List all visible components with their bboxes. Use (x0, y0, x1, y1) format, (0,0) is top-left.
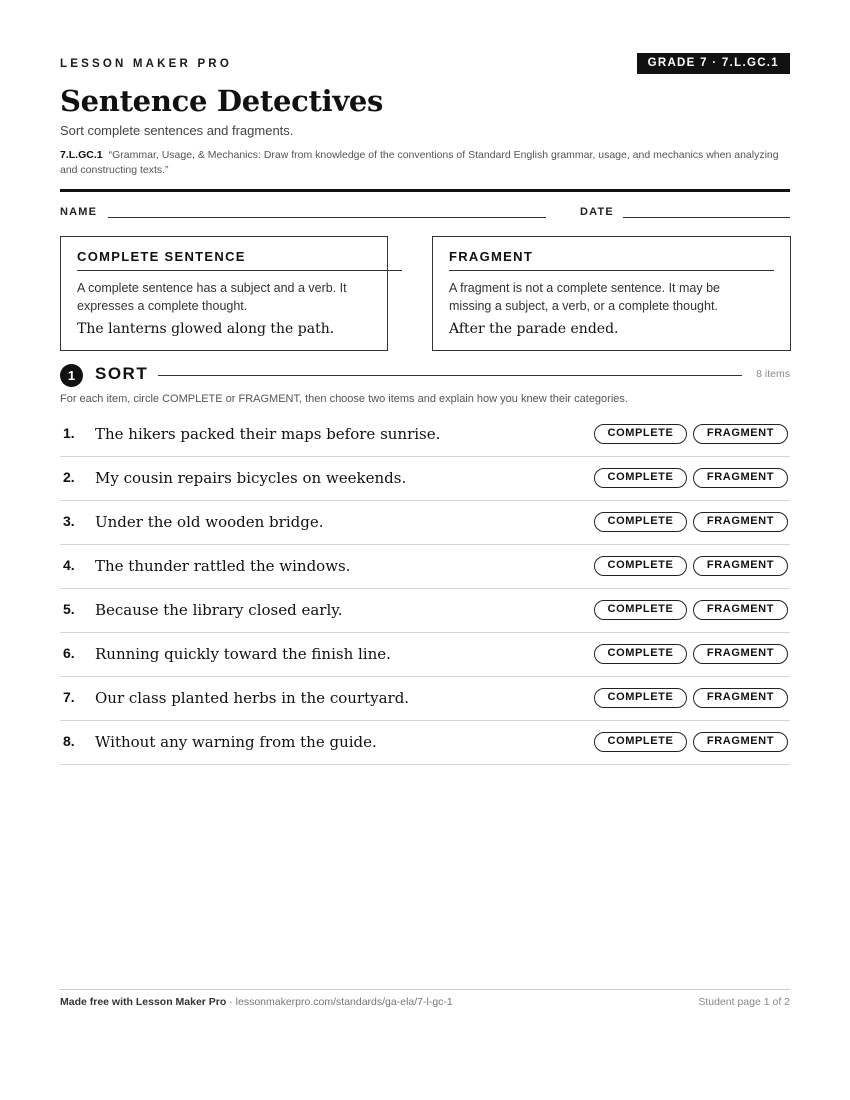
item-sentence: Our class planted herbs in the courtyard. (95, 689, 410, 707)
item-sentence: Running quickly toward the finish line. (95, 645, 391, 663)
item-sentence: Under the old wooden bridge. (95, 513, 324, 531)
fragment-option-button[interactable]: FRAGMENT (693, 644, 788, 664)
standard-code: 7.L.GC.1 (60, 149, 103, 161)
name-label: NAME (60, 206, 98, 218)
item-number: 7. (63, 689, 75, 705)
complete-option-button[interactable]: COMPLETE (594, 556, 687, 576)
item-number: 4. (63, 557, 75, 573)
footer-url-link[interactable]: lessonmakerpro.com/standards/ga-ela/7-l-gc-1 (235, 996, 453, 1008)
item-sentence: My cousin repairs bicycles on weekends. (95, 469, 407, 487)
complete-option-button[interactable]: COMPLETE (594, 644, 687, 664)
list-item (60, 721, 790, 765)
list-item (60, 633, 790, 677)
list-item (60, 413, 790, 457)
fragment-option-button[interactable]: FRAGMENT (693, 600, 788, 620)
item-number: 5. (63, 601, 75, 617)
card-divider (77, 270, 402, 271)
card-example: After the parade ended. (449, 321, 619, 337)
worksheet-page (60, 0, 790, 1100)
card-description: A fragment is not a complete sentence. It may be missing a subject, a verb, or a complete thought. (449, 281, 720, 313)
date-label: DATE (580, 206, 614, 218)
list-item (60, 589, 790, 633)
brand-name: LESSON MAKER PRO (60, 58, 232, 70)
complete-option-button[interactable]: COMPLETE (594, 688, 687, 708)
section-divider (158, 375, 742, 376)
fragment-option-button[interactable]: FRAGMENT (693, 688, 788, 708)
list-item (60, 677, 790, 721)
footer-credit (60, 996, 453, 1008)
page-number: Student page 1 of 2 (698, 996, 790, 1008)
list-item (60, 501, 790, 545)
section-header (60, 363, 790, 387)
complete-option-button[interactable]: COMPLETE (594, 600, 687, 620)
complete-sentence-card (60, 236, 388, 351)
card-heading: FRAGMENT (449, 249, 534, 264)
item-sentence: Because the library closed early. (95, 601, 343, 619)
item-sentence: The hikers packed their maps before sunrise. (95, 425, 441, 443)
footer-divider (60, 989, 790, 990)
complete-option-button[interactable]: COMPLETE (594, 468, 687, 488)
grade-badge: GRADE 7 · 7.L.GC.1 (637, 53, 790, 74)
fragment-option-button[interactable]: FRAGMENT (693, 424, 788, 444)
fragment-option-button[interactable]: FRAGMENT (693, 732, 788, 752)
card-description: A complete sentence has a subject and a verb. It expresses a complete thought. (77, 281, 347, 313)
list-item (60, 545, 790, 589)
standard-text: “Grammar, Usage, & Mechanics: Draw from knowledge of the conventions of Standard English grammar, usage, and mechanics when analyzing and constructing texts.” (60, 149, 779, 176)
card-divider (449, 270, 774, 271)
page-title: Sentence Detectives (60, 84, 384, 118)
complete-option-button[interactable]: COMPLETE (594, 512, 687, 532)
standard-description (60, 148, 790, 178)
fragment-option-button[interactable]: FRAGMENT (693, 556, 788, 576)
section-title: SORT (95, 364, 149, 383)
fragment-option-button[interactable]: FRAGMENT (693, 512, 788, 532)
footer-made-with: Made free with Lesson Maker Pro (60, 996, 227, 1008)
item-number: 8. (63, 733, 75, 749)
fragment-option-button[interactable]: FRAGMENT (693, 468, 788, 488)
item-number: 1. (63, 425, 75, 441)
name-date-row (60, 206, 790, 222)
complete-option-button[interactable]: COMPLETE (594, 424, 687, 444)
item-number: 3. (63, 513, 75, 529)
complete-option-button[interactable]: COMPLETE (594, 732, 687, 752)
fragment-card (432, 236, 791, 351)
item-sentence: The thunder rattled the windows. (95, 557, 351, 575)
section-number-badge: 1 (60, 364, 83, 387)
item-count: 8 items (756, 368, 790, 380)
name-field[interactable] (108, 217, 546, 218)
card-example: The lanterns glowed along the path. (77, 321, 335, 337)
sort-item-list (60, 413, 790, 765)
list-item (60, 457, 790, 501)
item-number: 2. (63, 469, 75, 485)
instructions: For each item, circle COMPLETE or FRAGMENT, then choose two items and explain how you knew their categories. (60, 393, 628, 405)
date-field[interactable] (623, 217, 790, 218)
footer-separator: · (226, 996, 236, 1008)
item-number: 6. (63, 645, 75, 661)
item-sentence: Without any warning from the guide. (95, 733, 377, 751)
page-subtitle: Sort complete sentences and fragments. (60, 123, 294, 138)
header-divider (60, 189, 790, 192)
card-heading: COMPLETE SENTENCE (77, 249, 246, 264)
